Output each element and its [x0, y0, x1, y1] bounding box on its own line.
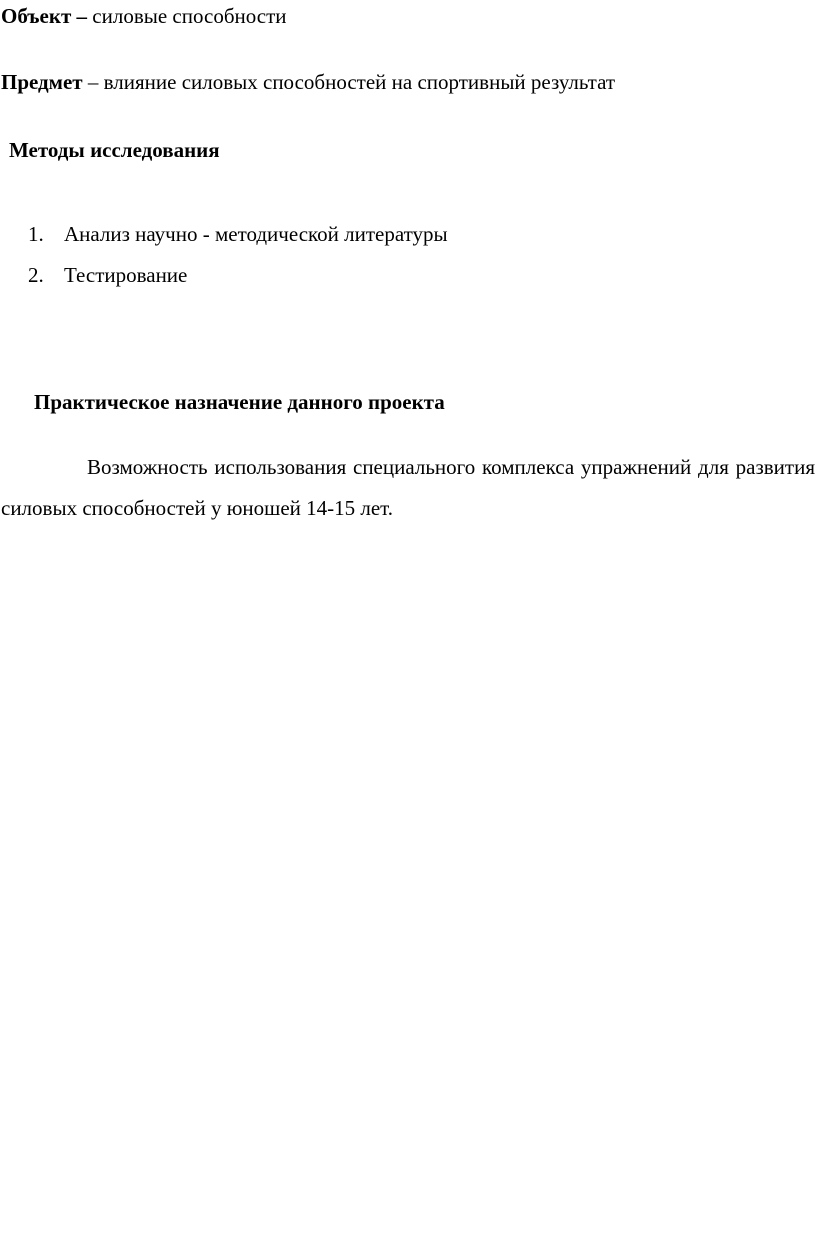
list-item-text: Анализ научно - методической литературы [64, 222, 448, 246]
list-item-number: 1. [28, 222, 44, 246]
practical-heading: Практическое назначение данного проекта [34, 390, 445, 414]
object-text: силовые способности [87, 4, 287, 28]
object-label: Объект – [1, 4, 88, 28]
list-item-number: 2. [28, 263, 44, 287]
subject-label: Предмет [1, 70, 83, 94]
list-item-text: Тестирование [64, 263, 188, 287]
list-item [28, 262, 728, 288]
subject-line [1, 69, 615, 95]
subject-text: – влияние силовых способностей на спортивный результат [82, 70, 616, 94]
object-line [1, 3, 287, 29]
list-item [28, 221, 728, 247]
practical-paragraph: Возможность использования специального комплекса упражнений для развития силовых способностей у юношей 14-15 лет. [1, 455, 815, 520]
methods-heading: Методы исследования [9, 138, 220, 162]
